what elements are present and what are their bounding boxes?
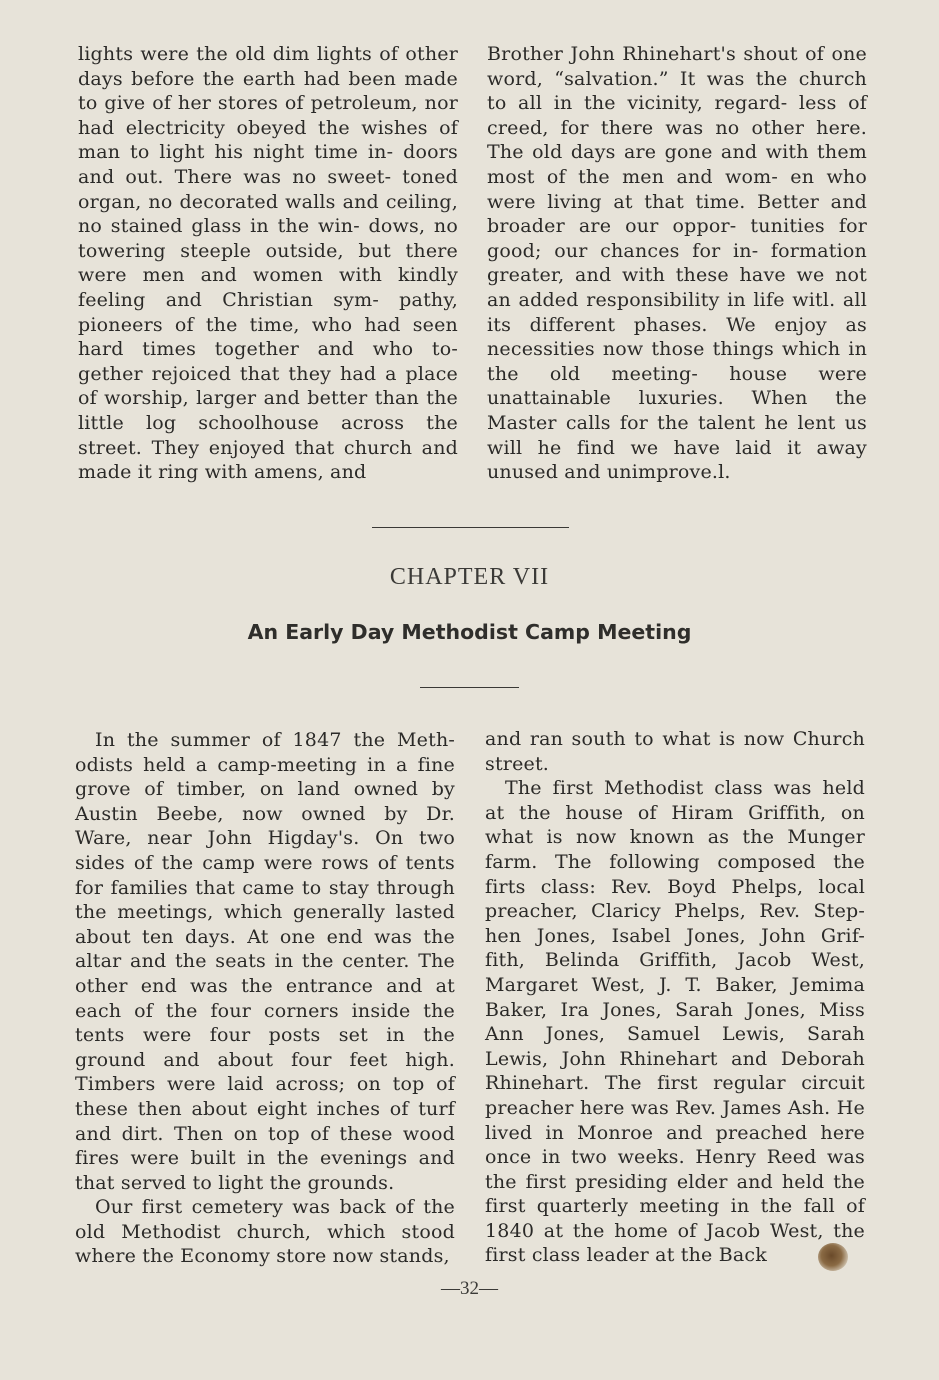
bottom-right-column — [485, 727, 865, 1268]
title-divider-rule — [420, 687, 519, 688]
bottom-left-column — [75, 728, 455, 1269]
chapter-heading: CHAPTER VII — [389, 564, 550, 590]
top-right-column — [487, 42, 867, 485]
paragraph: Our first cemetery was back of the old Methodist church, which stood where the Economy store now stands, — [75, 1196, 455, 1268]
ink-stain — [818, 1243, 848, 1271]
paragraph: Brother John Rhinehart's shout of one word, “salvation.” It was the church to all in the vicinity, regard- less of creed, for there was no other here. The old days are gone and with them most of the men and wom- en who were living at that time. Better and broader are our oppor- tunities for good; our chances for in- formation greater, and with these have we not an added responsibility in life witl. all its different phases. We enjoy as necessities now those things which in the old meeting- house were unattainable luxuries. When the Master calls for the talent he lent us will he find we have laid it away unused and unimprove.l. — [487, 43, 867, 484]
page-number: —32— — [441, 1278, 498, 1299]
paragraph: The first Methodist class was held at the house of Hiram Griffith, on what is now known as the Munger farm. The following composed the firts class: Rev. Boyd Phelps, local preacher, Claricy Phelps, Rev. Step- hen Jones, Isabel Jones, John Grif- fith, Belinda Griffith, Jacob West, Margaret West, J. T. Baker, Jemima Baker, Ira Jones, Sarah Jones, Miss Ann Jones, Samuel Lewis, Sarah Lewis, John Rhinehart and Deborah Rhinehart. The first regular circuit preacher here was Rev. James Ash. He lived in Monroe and preached here once in two weeks. Henry Reed was the first presiding elder and held the first quarterly meeting in the fall of 1840 at the home of Jacob West, the first class leader at the Back — [485, 777, 865, 1267]
paragraph: lights were the old dim lights of other days before the earth had been made to give of her stores of petroleum, nor had electricity obeyed the wishes of man to light his night time in- doors and out. There was no sweet- toned organ, no decorated walls and ceiling, no stained glass in the win- dows, no towering steeple outside, but there were men and women with kindly feeling and Christian sym- pathy, pioneers of the time, who had seen hard times together and who to- gether rejoiced that they had a place of worship, larger and better than the little log schoolhouse across the street. They enjoyed that church and made it ring with amens, and — [78, 43, 458, 484]
chapter-title: An Early Day Methodist Camp Meeting — [247, 620, 692, 644]
top-left-column — [78, 42, 458, 485]
section-divider-rule — [372, 527, 569, 528]
paragraph: In the summer of 1847 the Meth- odists held a camp-meeting in a fine grove of timber, on land owned by Austin Beebe, now owned by Dr. Ware, near John Higday's. On two sides of the camp were rows of tents for families that came to stay through the meetings, which generally lasted about ten days. At one end was the altar and the seats in the center. The other end was the entrance and at each of the four corners inside the tents were four posts set in the ground and about four feet high. Timbers were laid across; on top of these then about eight inches of turf and dirt. Then on top of these wood fires were built in the evenings and that served to light the grounds. — [75, 729, 455, 1194]
paragraph: and ran south to what is now Church street. — [485, 728, 865, 775]
